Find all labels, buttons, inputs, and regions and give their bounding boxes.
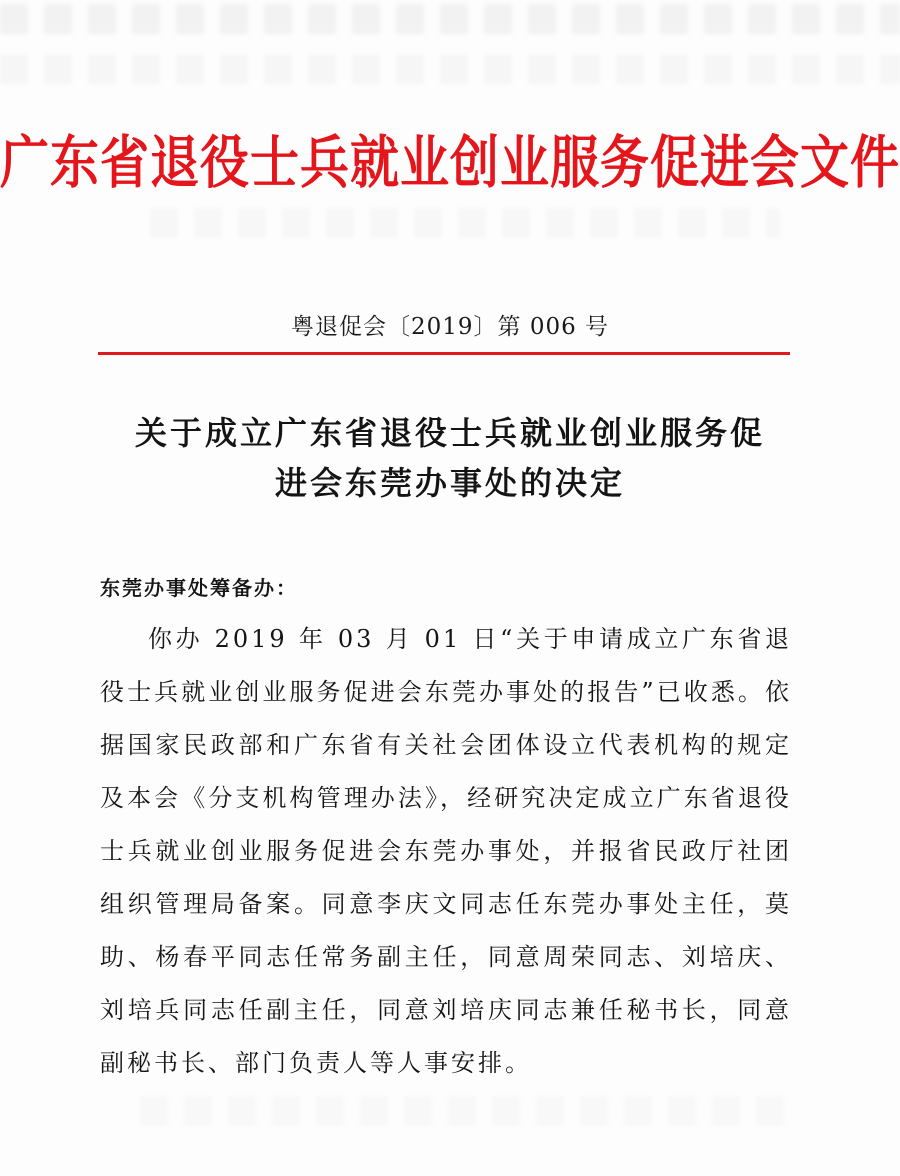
show-through-texture (140, 1096, 790, 1126)
body-paragraph: 你办 2019 年 03 月 01 日“关于申请成立广东省退役士兵就业创业服务促进会东莞办事处的报告”已收悉。依据国家民政部和广东省有关社会团体设立代表机构的规定及本会《分支机构管理办法》，经研究决定成立广东省退役士兵就业创业服务促进会东莞办事处，并报省民政厅社团组织管理局备案。同意李庆文同志任东莞办事处主任，莫助、杨春平同志任常务副主任，同意周荣同志、刘培庆、刘培兵同志任副主任，同意刘培庆同志兼任秘书长，同意副秘书长、部门负责人等人事安排。 (100, 625, 792, 1077)
document-title (0, 408, 900, 508)
show-through-texture (150, 208, 780, 238)
addressee-line: 东莞办事处筹备办： (100, 576, 298, 600)
document-number: 粤退促会〔2019〕第 006 号 (290, 314, 610, 340)
red-separator-rule (98, 352, 790, 355)
issuer-header-title: 广东省退役士兵就业创业服务促进会文件 (0, 129, 900, 196)
document-title-line-1: 关于成立广东省退役士兵就业创业服务促 (134, 414, 765, 452)
show-through-texture (0, 4, 900, 34)
show-through-texture (0, 54, 900, 84)
document-title-line-2: 进会东莞办事处的决定 (274, 464, 625, 502)
